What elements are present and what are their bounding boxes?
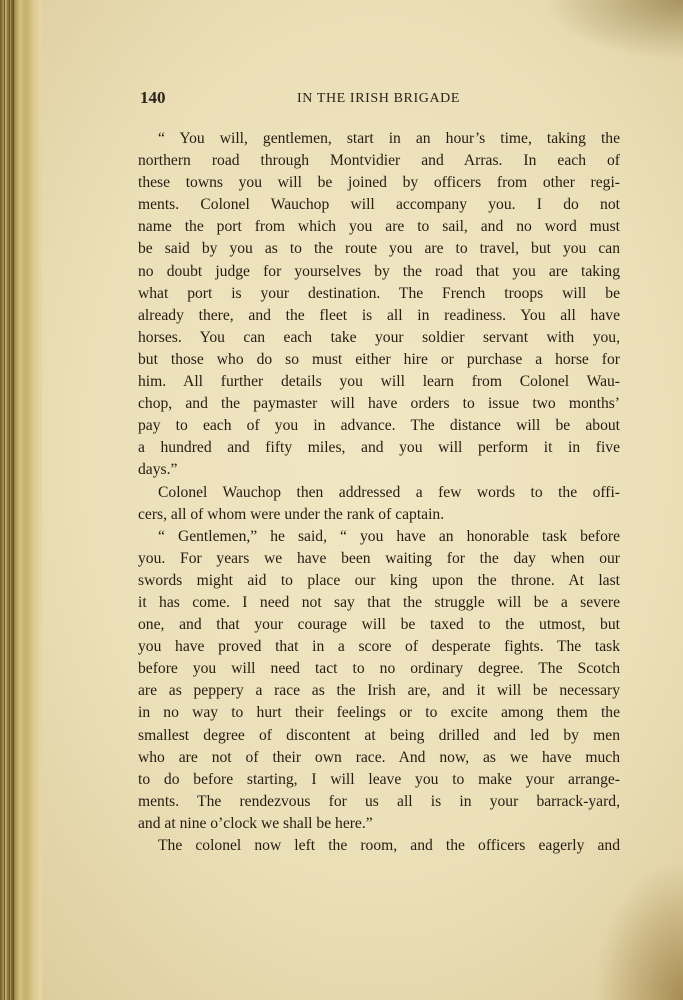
text-line: one, and that your courage will be taxed to the utmost, but bbox=[138, 616, 620, 634]
text-line: are as peppery a race as the Irish are, and it will be necessary bbox=[138, 682, 620, 700]
text-line: to do before starting, I will leave you to make your arrange- bbox=[138, 770, 620, 788]
text-line: pay to each of you in advance. The distance will be about bbox=[138, 417, 620, 435]
text-line: smallest degree of discontent at being drilled and led by men bbox=[138, 726, 620, 744]
text-line: cers, all of whom were under the rank of captain. bbox=[138, 505, 445, 523]
text-line: days.” bbox=[138, 461, 178, 479]
text-line: what port is your destination. The French troops will be bbox=[138, 284, 620, 302]
text-line: you have proved that in a score of desperate fights. The task bbox=[138, 638, 620, 656]
running-head: IN THE IRISH BRIGADE bbox=[297, 91, 461, 106]
text-line: before you will need tact to no ordinary degree. The Scotch bbox=[138, 660, 620, 678]
text-line: who are not of their own race. And now, as we have much bbox=[138, 748, 620, 766]
page-header bbox=[140, 88, 620, 112]
text-line: name the port from which you are to sail, and no word must bbox=[138, 218, 620, 236]
page-shadow-bottom-right bbox=[593, 860, 683, 1000]
text-line: “ You will, gentlemen, start in an hour’s time, taking the bbox=[158, 130, 620, 147]
spine-edge-line bbox=[13, 0, 14, 1000]
text-line: chop, and the paymaster will have orders to issue two months’ bbox=[138, 395, 620, 413]
text-line: these towns you will be joined by officers from other regi- bbox=[138, 174, 620, 192]
text-line: swords might aid to place our king upon the throne. At last bbox=[138, 571, 620, 589]
text-line: and at nine o’clock we shall be here.” bbox=[138, 814, 373, 832]
text-line: ments. The rendezvous for us all is in your barrack-yard, bbox=[138, 792, 620, 810]
text-line: it has come. I need not say that the struggle will be a severe bbox=[138, 593, 620, 611]
page-number: 140 bbox=[140, 88, 166, 107]
text-line: a hundred and fifty miles, and you will perform it in five bbox=[138, 439, 620, 457]
text-line: “ Gentlemen,” he said, “ you have an honorable task before bbox=[158, 527, 620, 545]
text-line: you. For years we have been waiting for the day when our bbox=[138, 549, 620, 567]
text-line: but those who do so must either hire or purchase a horse for bbox=[138, 350, 620, 368]
text-line: Colonel Wauchop then addressed a few words to the offi- bbox=[158, 483, 620, 501]
spine-edge-line bbox=[4, 0, 5, 1000]
text-line: no doubt judge for yourselves by the road that you are taking bbox=[138, 262, 620, 280]
page-shadow-top-right bbox=[543, 0, 683, 60]
text-line: him. All further details you will learn from Colonel Wau- bbox=[138, 373, 620, 391]
text-line: in no way to hurt their feelings or to excite among them the bbox=[138, 704, 620, 722]
text-line: ments. Colonel Wauchop will accompany you. I do not bbox=[138, 196, 620, 214]
text-line: horses. You can each take your soldier servant with you, bbox=[138, 328, 620, 346]
text-line: already there, and the fleet is all in readiness. You all have bbox=[138, 306, 620, 324]
spine-edge-line bbox=[9, 0, 10, 1000]
body-text bbox=[138, 128, 620, 857]
text-line: be said by you as to the route you are to travel, but you can bbox=[138, 240, 620, 258]
text-line: The colonel now left the room, and the officers eagerly and bbox=[158, 837, 620, 854]
book-spine bbox=[0, 0, 42, 1000]
text-line: northern road through Montvidier and Arras. In each of bbox=[138, 152, 620, 170]
